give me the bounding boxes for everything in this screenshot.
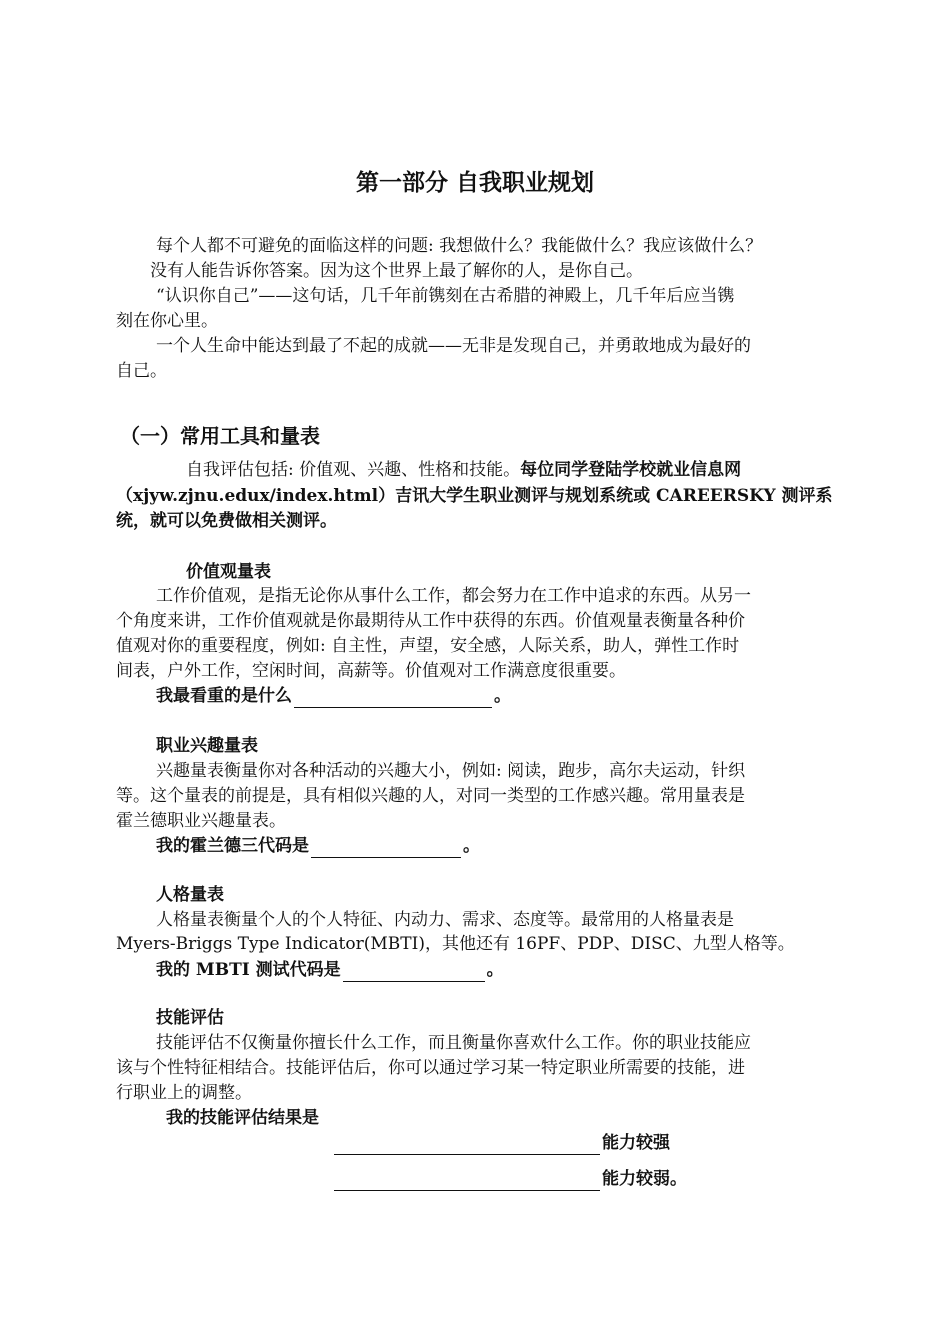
values-line-1: 工作价值观，是指无论你从事什么工作，都会努力在工作中追求的东西。从另一 [156,586,751,606]
intro-line-6: 自己。 [116,361,167,381]
values-line-4: 间表，户外工作，空闲时间，高薪等。价值观对工作满意度很重要。 [116,661,626,681]
skills-weak-row [332,1167,687,1191]
personality-question-label: 我的 MBTI 测试代码是 [156,960,341,980]
holland-code-blank[interactable] [311,839,461,858]
section-heading-tools: （一）常用工具和量表 [120,424,320,448]
section-para-bold-a: 每位同学登陆学校就业信息网 [520,460,742,480]
intro-line-5: 一个人生命中能达到最了不起的成就——无非是发现自己，并勇敢地成为最好的 [156,336,751,356]
values-question-label: 我最看重的是什么 [156,686,292,706]
interest-line-1: 兴趣量表衡量你对各种活动的兴趣大小，例如: 阅读，跑步，高尔夫运动，针织 [156,761,746,781]
interest-question [156,834,480,858]
skills-weak-label: 能力较弱。 [602,1169,687,1189]
interest-line-3: 霍兰德职业兴趣量表。 [116,811,286,831]
intro-line-2: 没有人能告诉你答案。因为这个世界上最了解你的人，是你自己。 [150,261,643,281]
skills-line-1: 技能评估不仅衡量你擅长什么工作，而且衡量你喜欢什么工作。你的职业技能应 [156,1033,751,1053]
intro-line-3: “认识你自己”——这句话，几千年前镌刻在古希腊的神殿上，几千年后应当镌 [156,286,735,306]
intro-line-1: 每个人都不可避免的面临这样的问题: 我想做什么？我能做什么？我应该做什么？ [156,236,763,256]
mbti-code-blank[interactable] [343,963,485,982]
skills-strong-blank[interactable] [334,1136,600,1155]
interest-line-2: 等。这个量表的前提是，具有相似兴趣的人，对同一类型的工作感兴趣。常用量表是 [116,786,745,806]
skills-line-2: 该与个性特征相结合。技能评估后，你可以通过学习某一特定职业所需要的技能，进 [116,1058,745,1078]
values-heading: 价值观量表 [186,562,271,582]
values-question [156,684,511,708]
skills-heading: 技能评估 [156,1008,224,1028]
personality-line-1: 人格量表衡量个人的个人特征、内动力、需求、态度等。最常用的人格量表是 [156,910,734,930]
skills-strong-label: 能力较强 [602,1133,670,1153]
interest-question-label: 我的霍兰德三代码是 [156,836,309,856]
intro-line-4: 刻在你心里。 [116,311,218,331]
personality-heading: 人格量表 [156,885,224,905]
section-para-line-3: 统，就可以免费做相关测评。 [116,511,337,531]
skills-question-label: 我的技能评估结果是 [166,1108,319,1128]
skills-weak-blank[interactable] [334,1172,600,1191]
section-para-line-1 [186,458,741,482]
page-title: 第一部分 自我职业规划 [355,170,594,196]
section-para-normal: 自我评估包括: 价值观、兴趣、性格和技能。 [186,460,521,480]
interest-heading: 职业兴趣量表 [156,736,258,756]
values-answer-blank[interactable] [294,689,492,708]
personality-line-2: Myers-Briggs Type Indicator(MBTI)，其他还有 16PF、PDP、DISC、九型人格等。 [116,934,795,954]
personality-question [156,958,504,982]
values-line-2: 个角度来讲，工作价值观就是你最期待从工作中获得的东西。价值观量表衡量各种价 [116,611,745,631]
skills-strong-row [332,1131,670,1155]
section-para-line-2: （xjyw.zjnu.edux/index.html）吉讯大学生职业测评与规划系统或 CAREERSKY 测评系 [116,486,833,506]
values-question-end: 。 [494,686,511,706]
values-line-3: 值观对你的重要程度，例如: 自主性，声望，安全感，人际关系，助人，弹性工作时 [116,636,740,656]
skills-line-3: 行职业上的调整。 [116,1083,252,1103]
personality-question-end: 。 [486,960,504,980]
interest-question-end: 。 [463,836,480,856]
